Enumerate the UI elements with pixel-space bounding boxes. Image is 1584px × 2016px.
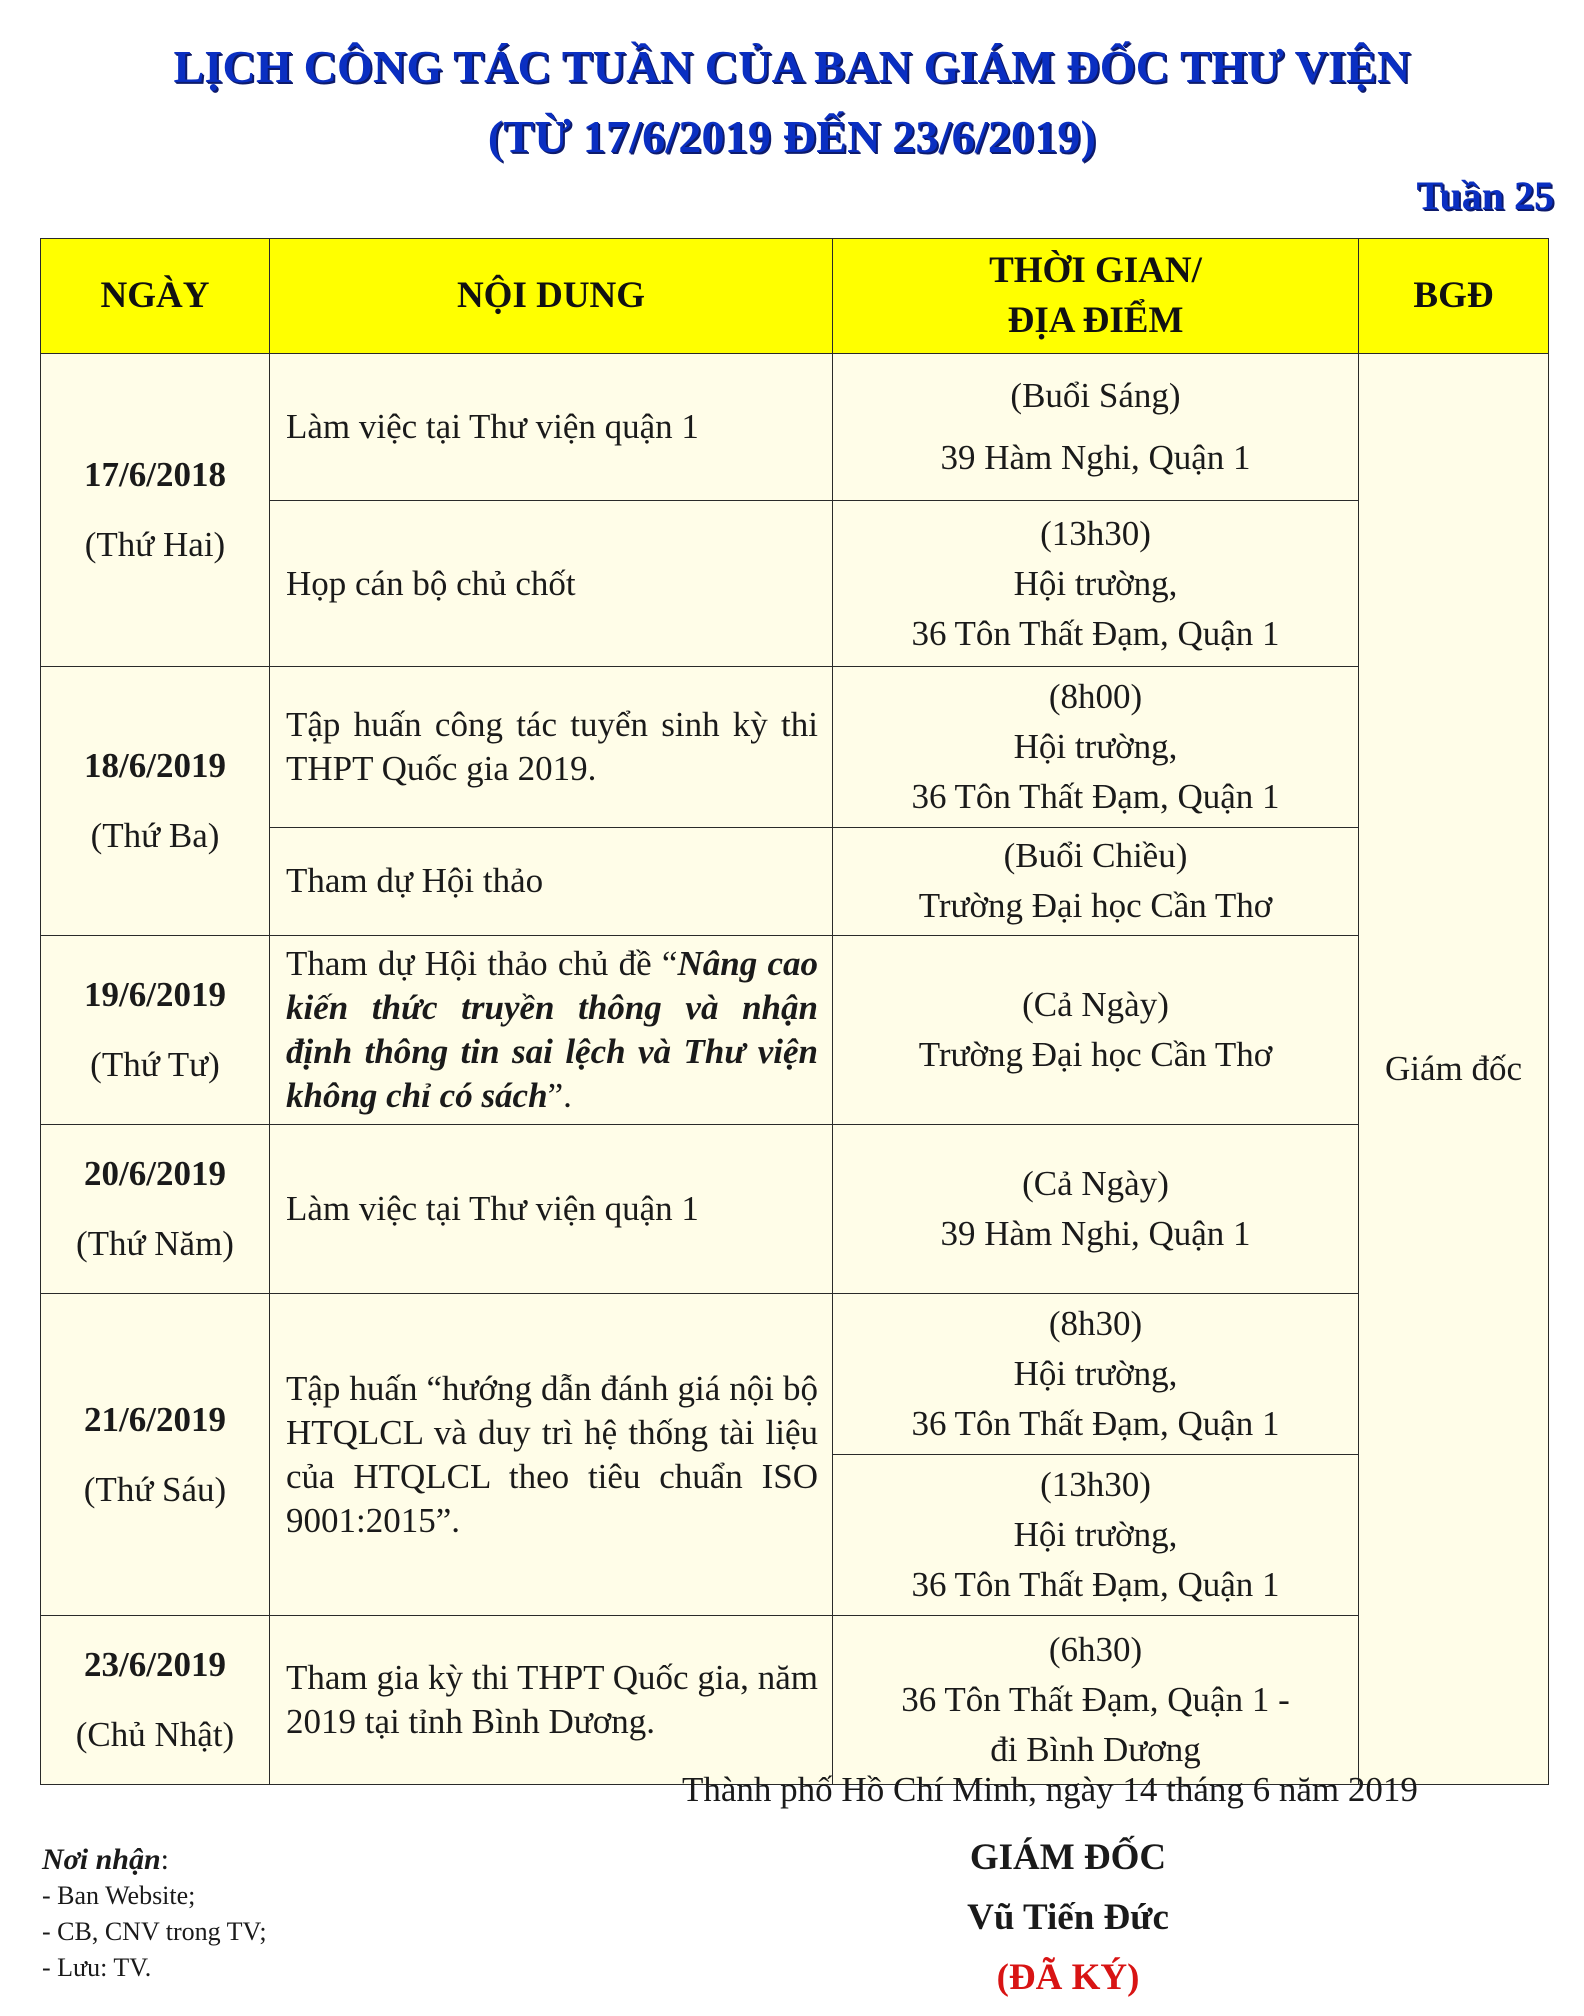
day-cell [41, 667, 270, 936]
table-row [41, 667, 1549, 828]
header-time-line2: ĐỊA ĐIỂM [1007, 300, 1184, 341]
location-line: Trường Đại học Cần Thơ [918, 1035, 1273, 1074]
header-bgd: BGĐ [1359, 239, 1549, 354]
time-line: (13h30) [1040, 513, 1151, 553]
day-cell [41, 354, 270, 667]
time-location-cell [833, 354, 1359, 501]
content-emphasis: Nâng cao kiến thức truyền thông và nhận định thông tin sai lệch và Thư viện không chỉ có sách [286, 944, 818, 1115]
location-line: 39 Hàm Nghi, Quận 1 [940, 438, 1251, 478]
recipient-item: - CB, CNV trong TV; [42, 1917, 267, 1946]
header-time-line1: THỜI GIAN/ [989, 250, 1202, 291]
signed-mark: (ĐÃ KÝ) [996, 1957, 1140, 1998]
content-cell: Tập huấn “hướng dẫn đánh giá nội bộ HTQLCL và duy trì hệ thống tài liệu của HTQLCL theo tiêu chuẩn ISO 9001:2015”. [270, 1294, 833, 1616]
signer-name: Vũ Tiến Đức [967, 1897, 1169, 1938]
day-weekday: (Thứ Sáu) [83, 1469, 227, 1509]
table-row [41, 1125, 1549, 1294]
content-cell: Làm việc tại Thư viện quận 1 [270, 354, 833, 501]
bgd-cell: Giám đốc [1359, 354, 1549, 1785]
location-line: 39 Hàm Nghi, Quận 1 [940, 1214, 1251, 1253]
time-line: (6h30) [1048, 1630, 1143, 1669]
content-cell: Tham dự Hội thảo [270, 827, 833, 935]
content-prefix: Tham dự Hội thảo chủ đề “ [286, 944, 678, 983]
time-location-cell [833, 1455, 1359, 1616]
location-line: Hội trường, [1013, 563, 1178, 603]
location-line: Trường Đại học Cần Thơ [918, 886, 1273, 926]
location-line: đi Bình Dương [990, 1730, 1201, 1769]
recipients-heading [42, 1842, 267, 1878]
day-weekday: (Thứ Ba) [90, 816, 220, 855]
location-line: 36 Tôn Thất Đạm, Quận 1 [911, 1404, 1280, 1443]
time-line: (Cả Ngày) [1022, 985, 1169, 1024]
day-cell [41, 1294, 270, 1616]
recipients-block [42, 1842, 267, 1986]
recipient-item: - Ban Website; [42, 1881, 196, 1910]
day-weekday: (Chủ Nhật) [75, 1715, 235, 1754]
time-line: (13h30) [1040, 1465, 1151, 1504]
table-row [41, 354, 1549, 501]
time-line: (8h30) [1048, 1304, 1143, 1343]
day-weekday: (Thứ Tư) [90, 1045, 220, 1084]
recipients-heading-text: Nơi nhận [42, 1843, 161, 1876]
table-header-row [41, 239, 1549, 354]
day-weekday: (Thứ Năm) [76, 1224, 234, 1263]
signer-title: GIÁM ĐỐC [969, 1837, 1167, 1878]
header-day: NGÀY [41, 239, 270, 354]
content-cell: Tập huấn công tác tuyển sinh kỳ thi THPT Quốc gia 2019. [270, 667, 833, 828]
day-cell [41, 936, 270, 1125]
location-line: Hội trường, [1013, 1354, 1178, 1393]
location-line: 36 Tôn Thất Đạm, Quận 1 [911, 776, 1280, 816]
day-cell [41, 1125, 270, 1294]
header-time-location [833, 239, 1359, 354]
content-suffix: ”. [547, 1076, 572, 1115]
location-line: Hội trường, [1013, 1515, 1178, 1554]
day-cell [41, 1616, 270, 1785]
day-weekday: (Thứ Hai) [84, 525, 226, 564]
document-title: LỊCH CÔNG TÁC TUẦN CỦA BAN GIÁM ĐỐC THƯ VIỆN [173, 41, 1411, 92]
recipient-item: - Lưu: TV. [42, 1953, 152, 1982]
document-date-range: (TỪ 17/6/2019 ĐẾN 23/6/2019) [487, 111, 1097, 162]
location-line: 36 Tôn Thất Đạm, Quận 1 [911, 1565, 1280, 1604]
table-row [41, 936, 1549, 1125]
time-line: (Buổi Chiều) [1003, 836, 1188, 876]
recipients-heading-colon: : [160, 1843, 169, 1876]
table-row [41, 1616, 1549, 1785]
week-number: Tuần 25 [1416, 173, 1554, 218]
time-location-cell [833, 1294, 1359, 1455]
table-row [41, 1294, 1549, 1455]
day-date: 18/6/2019 [84, 746, 226, 785]
header-content: NỘI DUNG [270, 239, 833, 354]
day-date: 20/6/2019 [84, 1154, 226, 1193]
content-cell: Tham gia kỳ thi THPT Quốc gia, năm 2019 tại tỉnh Bình Dương. [270, 1616, 833, 1785]
time-location-cell [833, 1125, 1359, 1294]
day-date: 23/6/2019 [84, 1645, 226, 1684]
time-location-cell [833, 827, 1359, 935]
signing-date: Thành phố Hồ Chí Minh, ngày 14 tháng 6 năm 2019 [682, 1770, 1418, 1809]
time-location-cell [833, 1616, 1359, 1785]
time-location-cell [833, 667, 1359, 828]
schedule-table [40, 238, 1549, 1785]
location-line: 36 Tôn Thất Đạm, Quận 1 [911, 613, 1280, 653]
time-line: (8h00) [1048, 676, 1143, 716]
location-line: Hội trường, [1013, 726, 1178, 766]
day-date: 19/6/2019 [84, 975, 226, 1014]
location-line: 36 Tôn Thất Đạm, Quận 1 - [901, 1680, 1290, 1719]
time-line: (Cả Ngày) [1022, 1164, 1169, 1203]
content-cell: Làm việc tại Thư viện quận 1 [270, 1125, 833, 1294]
content-cell: Họp cán bộ chủ chốt [270, 501, 833, 667]
time-line: (Buổi Sáng) [1010, 376, 1181, 416]
day-date: 17/6/2018 [84, 455, 226, 494]
time-location-cell [833, 501, 1359, 667]
content-cell [270, 936, 833, 1125]
day-date: 21/6/2019 [84, 1399, 226, 1439]
time-location-cell [833, 936, 1359, 1125]
